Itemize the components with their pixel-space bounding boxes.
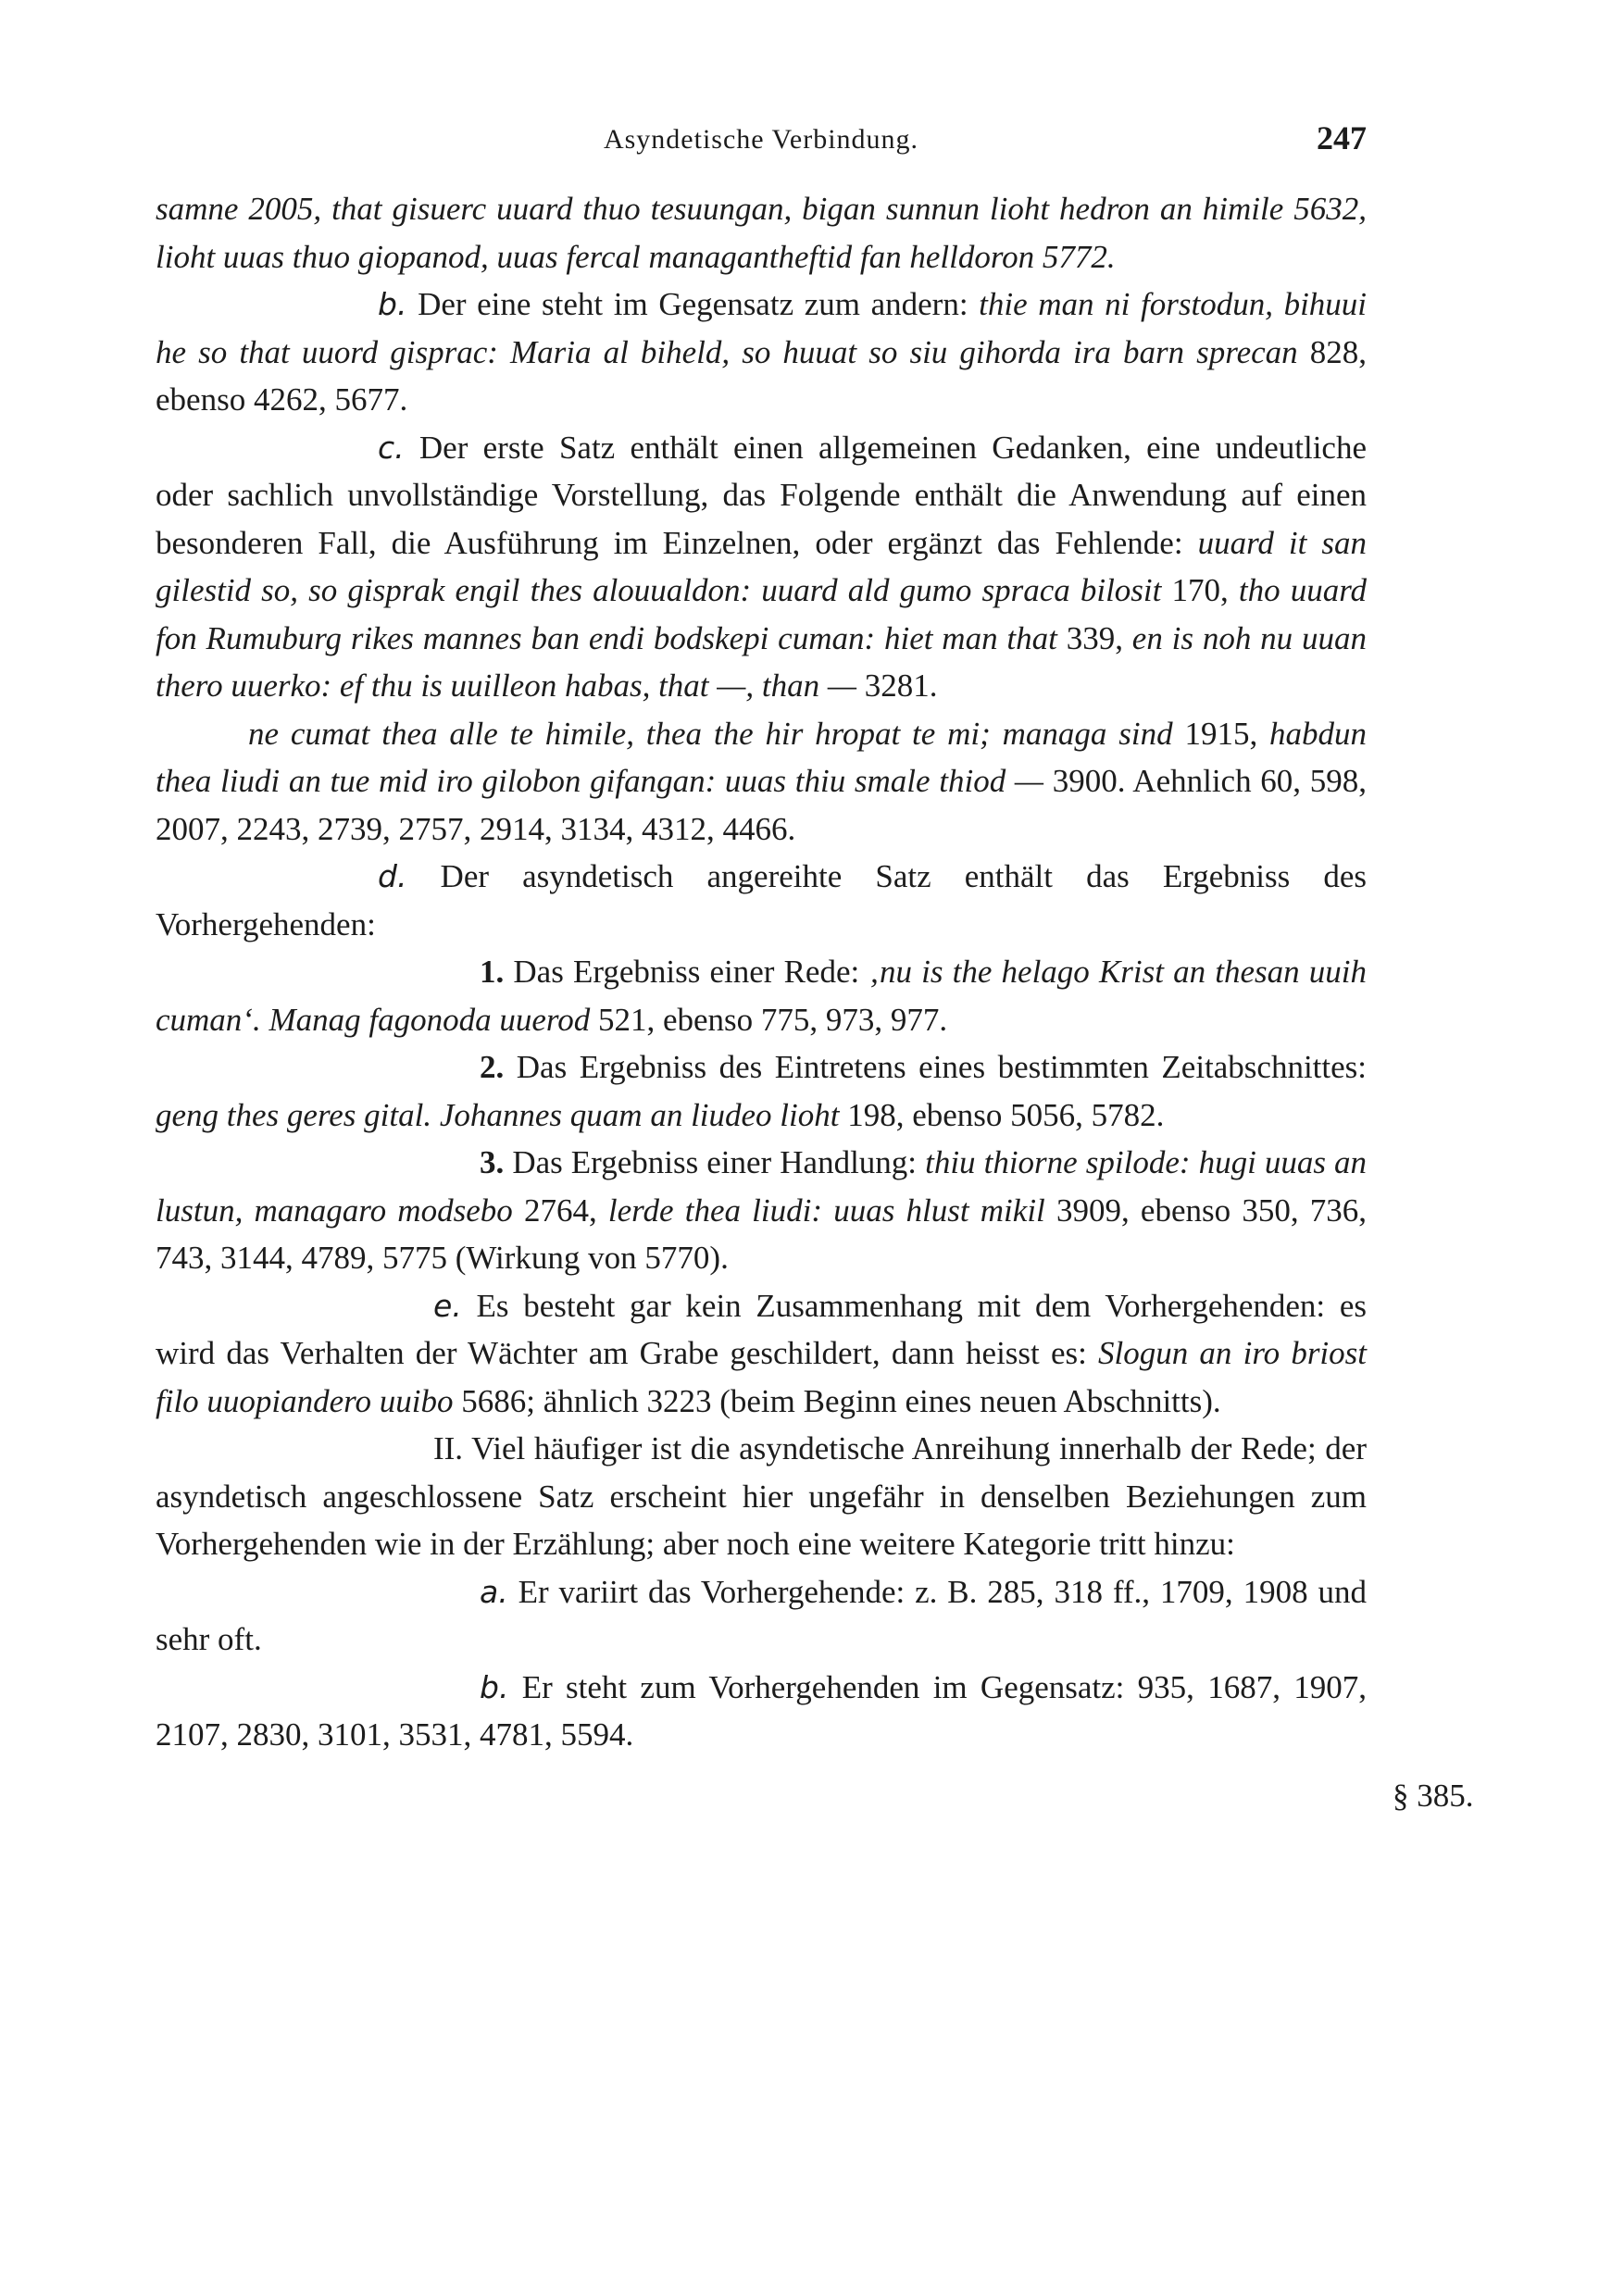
item-number: 1. [480, 954, 505, 990]
page-number: 247 [1317, 119, 1367, 156]
section-roman-numeral: II. [433, 1430, 464, 1466]
margin-section-reference: § 385. [1393, 1778, 1474, 1814]
paragraph-e [156, 1282, 1367, 1426]
section-label: d. [378, 858, 407, 894]
paragraph-text: Das Ergebniss einer Rede: [513, 954, 860, 990]
section-label: b. [378, 286, 407, 322]
paragraph-text: 3900. Aehnlich 60, 598, 2007, 2243, 2739, 2757, 2914, 3134, 4312, 4466. [156, 763, 1367, 847]
paragraph-text: Er variirt das Vorhergehende: z. B. 285, 318 ff., 1709, 1908 und sehr oft. [156, 1573, 1367, 1657]
paragraph-II [156, 1425, 1367, 1568]
paragraph-text: Der asyndetisch angereihte Satz enthält das Ergebniss des Vorhergehenden: [156, 858, 1367, 942]
paragraph-text: Viel häufiger ist die asyndetische Anreihung innerhalb der Rede; der asyndetisch angeschlossene Satz erscheint hier ungefähr in denselben Beziehungen zum Vorhergehenden wie in der Erzählung; aber noch eine weitere Kategorie tritt hinzu: [156, 1430, 1367, 1562]
example-text: habdun thea liudi an tue mid iro gilobon gifangan: uuas thiu smale thiod — [156, 715, 1368, 799]
paragraph-text: 198, ebenso 5056, 5782. [847, 1096, 1165, 1133]
body-text [156, 185, 1367, 1759]
paragraph-d1 [156, 948, 1367, 1043]
item-number: 3. [480, 1144, 505, 1180]
paragraph-text: 5686; ähnlich 3223 (beim Beginn eines neuen Abschnitts). [461, 1382, 1221, 1419]
section-label: b. [480, 1668, 509, 1705]
paragraph-text: Der erste Satz enthält einen allgemeinen Gedanken, eine undeutliche oder sachlich unvollständige Vorstellung, das Folgende enthält die Anwendung auf einen besonderen Fall, die Ausführung im Einzelnen, oder ergänzt das Fehlende: [156, 429, 1367, 561]
paragraph-continuation [156, 185, 1367, 281]
example-text: tho uuard fon Rumuburg rikes mannes ban endi bodskepi cuman: hiet man that [156, 572, 1368, 656]
paragraph-text: Er steht zum Vorhergehenden im Gegensatz: 935, 1687, 1907, 2107, 2830, 3101, 3531, 4781, 5594. [156, 1668, 1367, 1753]
paragraph-d2 [156, 1043, 1367, 1139]
paragraph-II-a [156, 1568, 1367, 1664]
paragraph-text: 3281. [864, 668, 938, 704]
paragraph-d3 [156, 1139, 1367, 1282]
paragraph-b [156, 281, 1367, 424]
paragraph-text: Es besteht gar kein Zusammenhang mit dem Vorhergehenden: es wird das Verhalten der Wächter am Grabe geschildert, dann heisst es: [156, 1287, 1367, 1371]
example-text: lerde thea liudi: uuas hlust mikil [607, 1192, 1045, 1229]
paragraph-text: Das Ergebniss des Eintretens eines bestimmten Zeitabschnittes: [516, 1049, 1368, 1085]
example-text: uuard it san gilestid so, so gisprak engil thes alouualdon: uuard ald gumo spraca bilosit [156, 524, 1367, 608]
example-text: samne 2005, that gisuerc uuard thuo tesuungan, bigan sunnun lioht hedron an himile 5632, lioht uuas thuo giopanod, uuas fercal managantheftid fan helldoron 5772. [156, 191, 1367, 275]
paragraph-quote [156, 710, 1367, 854]
example-text: thie man ni forstodun, bihuui he so that uuord gisprac: Maria al biheld, so huuat so siu gihorda ira barn sprecan [156, 286, 1368, 370]
example-text: Slogun an iro briost filo uuopiandero uuibo [156, 1335, 1368, 1419]
example-text: ne cumat thea alle te himile, thea the hir hropat te mi; managa sind [248, 715, 1173, 752]
running-head [156, 119, 1367, 156]
example-text: en is noh nu uuan thero uuerko: ef thu is uuilleon habas, that —, than — [156, 619, 1368, 704]
paragraph-text: 339, [1066, 619, 1123, 656]
paragraph-text: 828, ebenso 4262, 5677. [156, 333, 1368, 418]
paragraph-text: Der eine steht im Gegensatz zum andern: [418, 286, 968, 322]
example-text: ‚nu is the helago Krist an thesan uuih cuman‘. Manag fagonoda uuerod [156, 954, 1368, 1038]
paragraph-text: Das Ergebniss einer Handlung: [512, 1144, 918, 1180]
example-text: thiu thiorne spilode: hugi uuas an lustun, managaro modsebo [156, 1144, 1368, 1229]
paragraph-d [156, 853, 1367, 948]
section-label: a. [480, 1573, 508, 1610]
paragraph-text: 2764, [523, 1192, 597, 1229]
paragraph-text: 1915, [1184, 715, 1258, 752]
section-label: e. [433, 1287, 462, 1324]
paragraph-text: 170, [1171, 572, 1229, 608]
item-number: 2. [480, 1049, 505, 1085]
section-label: c. [378, 429, 405, 466]
paragraph-c [156, 424, 1367, 710]
paragraph-text: 3909, ebenso 350, 736, 743, 3144, 4789, 5775 (Wirkung von 5770). [156, 1192, 1368, 1276]
running-title: Asyndetische Verbindung. [603, 124, 919, 155]
paragraph-text: 521, ebenso 775, 973, 977. [597, 1001, 948, 1038]
paragraph-II-b [156, 1664, 1367, 1759]
example-text: geng thes geres gital. Johannes quam an liudeo lioht [156, 1096, 840, 1133]
